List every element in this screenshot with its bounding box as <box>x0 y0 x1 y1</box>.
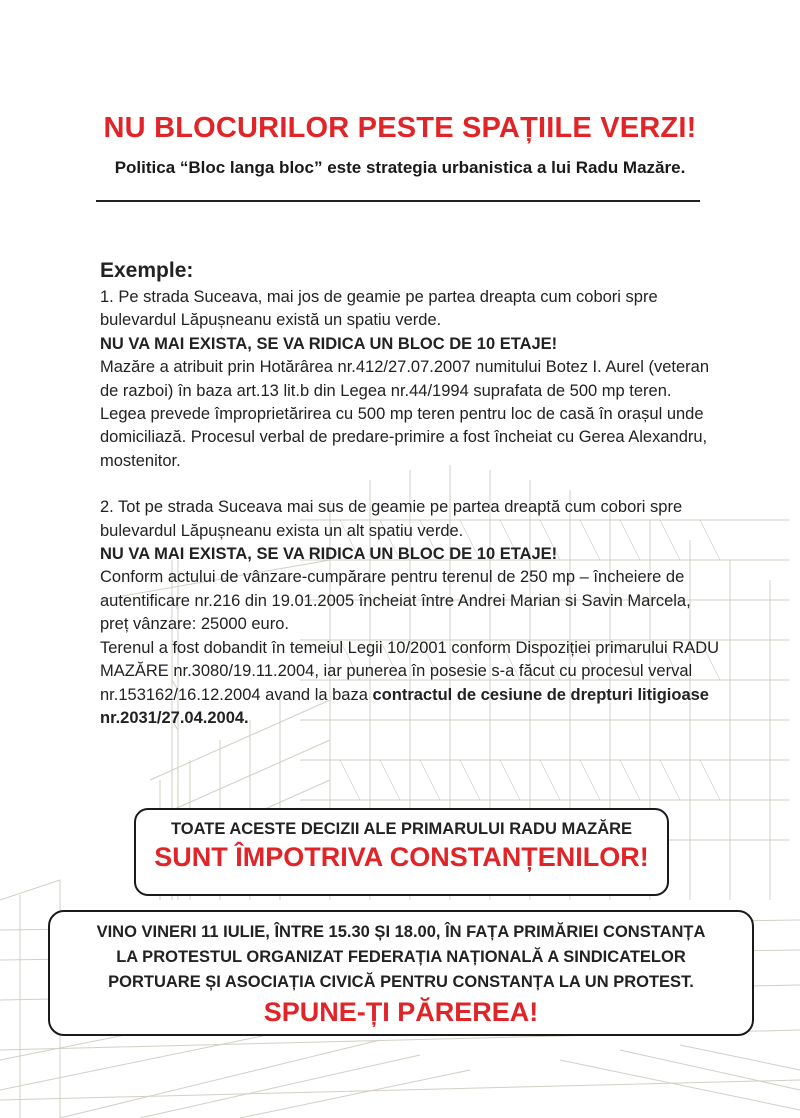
divider <box>96 200 700 202</box>
callout-1-line-1: TOATE ACESTE DECIZII ALE PRIMARULUI RADU MAZĂRE <box>170 820 633 838</box>
example-1-details: Mazăre a atribuit prin Hotărârea nr.412/27.07.2007 numitului Botez I. Aurel (veteran de razboi) în baza art.13 lit.b din Legea nr.44/1994 suprafata de 500 mp teren. Legea prevede împroprietărirea cu 500 mp teren pentru loc de casă în orașul unde domiciliază. Procesul verbal de predare-primire a fost încheiat cu Gerea Alexandru, mostenitor. <box>100 358 710 470</box>
decision-callout-box <box>134 808 669 896</box>
page-title: NU BLOCURILOR PESTE SPAȚIILE VERZI! <box>103 112 697 144</box>
callout-2-line-1: VINO VINERI 11 IULIE, ÎNTRE 15.30 ȘI 18.00, ÎN FAȚA PRIMĂRIEI CONSTANȚA <box>96 923 706 941</box>
example-2-details-more <box>100 637 720 731</box>
examples-section <box>100 258 720 730</box>
example-2-details-bold: contractul de cesiune de drepturi litigioase nr.2031/27.04.2004. <box>100 685 709 727</box>
example-2-warning: NU VA MAI EXISTA, SE VA RIDICA UN BLOC DE 10 ETAJE! <box>100 545 558 564</box>
example-2-intro: 2. Tot pe strada Suceava mai sus de geamie pe partea dreaptă cum cobori spre bulevardul Lăpușneanu exista un alt spatiu verde. <box>100 498 683 540</box>
callout-2-line-2: LA PROTESTUL ORGANIZAT FEDERAȚIA NAȚIONALĂ A SINDICATELOR <box>116 948 686 966</box>
example-1-warning: NU VA MAI EXISTA, SE VA RIDICA UN BLOC DE 10 ETAJE! <box>100 334 558 353</box>
page-subtitle: Politica “Bloc langa bloc” este strategia urbanistica a lui Radu Mazăre. <box>114 158 686 177</box>
example-1-intro: 1. Pe strada Suceava, mai jos de geamie pe partea dreapta cum cobori spre bulevardul Lăpușneanu există un spatiu verde. <box>100 288 658 330</box>
spacer <box>100 473 720 496</box>
protest-callout-box <box>48 910 754 1036</box>
callout-1-line-2: SUNT ÎMPOTRIVA CONSTANȚENILOR! <box>154 842 649 872</box>
callout-2-line-3: PORTUARE ȘI ASOCIAȚIA CIVICĂ PENTRU CONSTANȚA LA UN PROTEST. <box>108 973 694 991</box>
example-2-details-text: Terenul a fost dobandit în temeiul Legii 10/2001 conform Dispoziției primarului RADU MAZĂRE nr.3080/19.11.2004, iar punerea în posesie s-a făcut cu procesul verval nr.153162/16.12.2004 avand la baza <box>100 638 720 704</box>
callout-2-cta: SPUNE-ȚI PĂREREA! <box>263 997 539 1027</box>
examples-heading: Exemple: <box>100 259 194 282</box>
example-2-details: Conform actului de vânzare-cumpărare pentru terenul de 250 mp – încheiere de autentificare nr.216 din 19.01.2005 încheiat între Andrei Marian si Savin Marcela, preț vânzare: 25000 euro. <box>100 568 691 634</box>
